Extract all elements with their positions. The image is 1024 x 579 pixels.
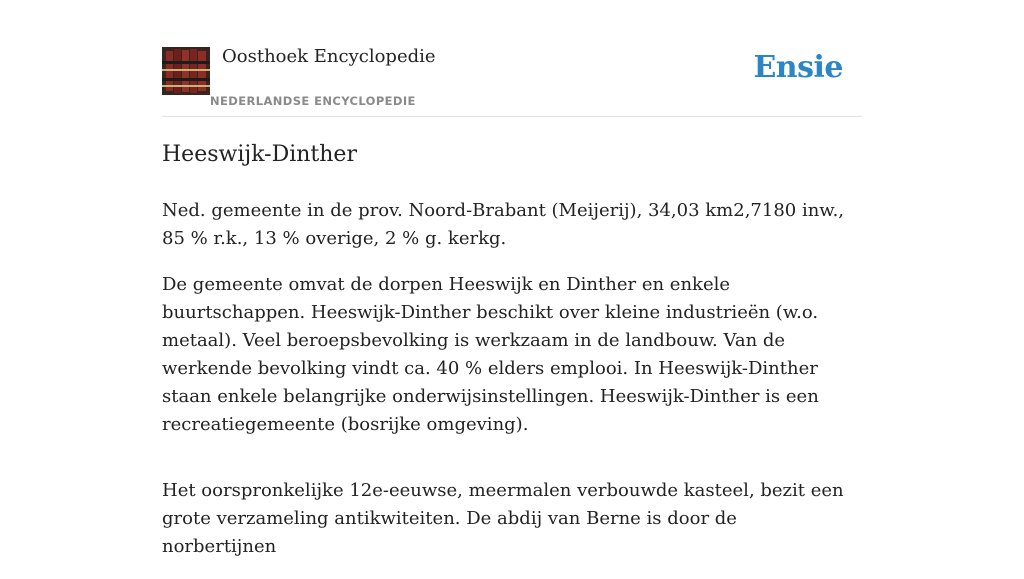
- article-paragraph: Het oorspronkelijke 12e-eeuwse, meermalen verbouwde kasteel, bezit een grote verzameling antikwiteiten. De abdij van Berne is door de norbertijnen: [162, 480, 844, 557]
- ensie-logo[interactable]: Ensie: [753, 50, 843, 85]
- encyclopedia-books-icon[interactable]: [162, 47, 210, 95]
- article-title: Heeswijk-Dinther: [162, 142, 357, 167]
- article-paragraph: Ned. gemeente in de prov. Noord-Brabant (Meijerij), 34,03 km2,7180 inw., 85 % r.k., 13 % overige, 2 % g. kerkg.: [162, 200, 845, 249]
- article-paragraph: De gemeente omvat de dorpen Heeswijk en Dinther en enkele buurtschappen. Heeswijk-Dinther beschikt over kleine industrieën (w.o. metaal). Veel beroepsbevolking is werkzaam in de landbouw. Van de werkende bevolking vindt ca. 40 % elders emplooi. In Heeswijk-Dinther staan enkele belangrijke onderwijsinstellingen. Heeswijk-Dinther is een recreatiegemeente (bosrijke omgeving).: [162, 274, 819, 435]
- site-subtitle: NEDERLANDSE ENCYCLOPEDIE: [210, 94, 416, 108]
- site-header: [162, 0, 862, 117]
- article: [162, 140, 852, 579]
- site-title[interactable]: Oosthoek Encyclopedie: [222, 46, 436, 67]
